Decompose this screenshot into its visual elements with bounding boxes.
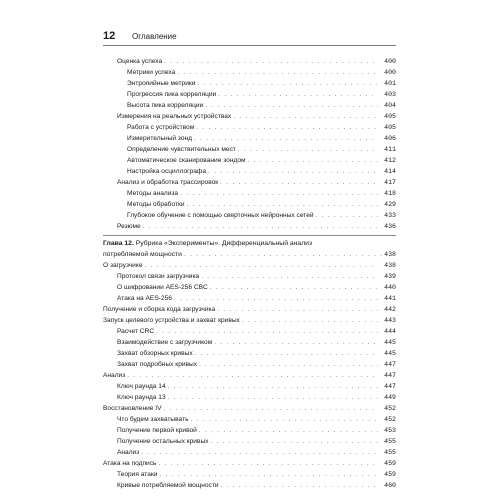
toc-entry-page: 439 xyxy=(384,273,396,280)
toc-entry xyxy=(103,260,396,271)
toc-entry-page: 418 xyxy=(384,190,396,197)
toc-entry-page: 405 xyxy=(384,113,396,120)
toc-entry-page: 411 xyxy=(384,146,396,153)
toc-entry-label: Измерительный зонд xyxy=(127,135,192,142)
toc-entry xyxy=(103,188,396,199)
toc-entry xyxy=(103,89,396,100)
toc-entry-page: 438 xyxy=(384,262,396,269)
toc-entry-label: Атака на подпись xyxy=(103,460,157,467)
toc-entry-page: 460 xyxy=(384,482,396,489)
chapter-title-line1: Рубрика «Эксперименты». Дифференциальный анализ xyxy=(133,240,313,247)
toc-entry-label: Оценка успеха xyxy=(117,58,163,65)
toc-section-top xyxy=(103,56,396,232)
toc-entry-page: 436 xyxy=(384,223,396,230)
toc-entry-label: Анализ xyxy=(117,449,140,456)
toc-entry-page: 452 xyxy=(384,405,396,412)
toc-entry-label: Измерения на реальных устройствах xyxy=(117,113,232,120)
toc-entry-page: 414 xyxy=(384,168,396,175)
toc-entry-page: 433 xyxy=(384,212,396,219)
toc-entry-label: Методы обработки xyxy=(127,201,185,208)
toc-entry-label: Автоматическое сканирование зондом xyxy=(127,157,246,164)
toc-entry-page: 400 xyxy=(384,69,396,76)
toc-section-bottom xyxy=(103,260,396,491)
toc-entry xyxy=(103,348,396,359)
toc-entry-label: Резюме xyxy=(117,223,141,230)
toc-entry-label: Настройка осциллографа xyxy=(127,168,206,175)
toc-entry xyxy=(103,381,396,392)
toc-entry-label: Кривые потребляемой мощности xyxy=(117,482,219,489)
toc-entry-page: 459 xyxy=(384,471,396,478)
toc-entry xyxy=(103,403,396,414)
toc-entry xyxy=(103,282,396,293)
toc-entry-page: 455 xyxy=(384,438,396,445)
toc-entry xyxy=(103,315,396,326)
toc-entry-page: 412 xyxy=(384,157,396,164)
chapter-title-line2-row xyxy=(103,249,396,260)
toc-entry xyxy=(103,414,396,425)
toc-entry-label: Анализ xyxy=(103,372,126,379)
toc-entry-page: 453 xyxy=(384,427,396,434)
toc-entry-label: Атака на AES-256 xyxy=(117,295,172,302)
table-of-contents xyxy=(103,56,396,491)
toc-entry xyxy=(103,78,396,89)
toc-entry xyxy=(103,122,396,133)
toc-entry xyxy=(103,271,396,282)
toc-entry-label: Получение первой кривой xyxy=(117,427,197,434)
toc-entry-label: Ключ раунда 13 xyxy=(117,394,166,401)
toc-entry xyxy=(103,469,396,480)
toc-entry-label: Прогрессия пика корреляции xyxy=(127,91,217,98)
toc-entry-label: Работа с устройством xyxy=(127,124,195,131)
page-number: 12 xyxy=(103,30,116,42)
toc-entry-label: Получение остальных кривых xyxy=(117,438,209,445)
chapter-heading xyxy=(103,239,396,249)
toc-entry-page: 440 xyxy=(384,284,396,291)
toc-entry-label: Высота пика корреляции xyxy=(127,102,204,109)
toc-entry xyxy=(103,392,396,403)
toc-entry xyxy=(103,155,396,166)
toc-entry xyxy=(103,177,396,188)
toc-entry-page: 455 xyxy=(384,449,396,456)
toc-entry xyxy=(103,166,396,177)
toc-entry xyxy=(103,436,396,447)
toc-entry-page: 443 xyxy=(384,317,396,324)
toc-entry-page: 444 xyxy=(384,328,396,335)
toc-entry xyxy=(103,458,396,469)
toc-entry-page: 447 xyxy=(384,372,396,379)
toc-entry xyxy=(103,144,396,155)
toc-entry xyxy=(103,370,396,381)
toc-entry-label: Теория атаки xyxy=(117,471,158,478)
chapter-page: 438 xyxy=(384,251,396,258)
toc-entry-page: 447 xyxy=(384,383,396,390)
toc-entry-page: 406 xyxy=(384,135,396,142)
toc-entry-page: 459 xyxy=(384,460,396,467)
toc-entry-label: Запуск целевого устройства и захват кривых xyxy=(103,317,240,324)
toc-entry xyxy=(103,111,396,122)
chapter-number: Глава 12. xyxy=(103,240,134,247)
toc-entry-label: Захват обзорных кривых xyxy=(117,350,193,357)
toc-entry xyxy=(103,133,396,144)
toc-entry-page: 405 xyxy=(384,124,396,131)
toc-entry xyxy=(103,480,396,491)
toc-entry xyxy=(103,210,396,221)
toc-entry-label: Метрики успеха xyxy=(127,69,176,76)
toc-entry-page: 417 xyxy=(384,179,396,186)
dot-leader xyxy=(221,481,378,492)
toc-entry-page: 449 xyxy=(384,394,396,401)
toc-entry xyxy=(103,199,396,210)
toc-entry-page: 442 xyxy=(384,306,396,313)
toc-entry-label: Расчет CRC xyxy=(117,328,155,335)
toc-entry-page: 445 xyxy=(384,350,396,357)
toc-entry-label: Восстановление IV xyxy=(103,405,162,412)
toc-entry-page: 441 xyxy=(384,295,396,302)
toc-entry xyxy=(103,221,396,232)
page-header xyxy=(103,29,396,46)
toc-entry xyxy=(103,100,396,111)
toc-entry-page: 400 xyxy=(384,58,396,65)
toc-entry-label: О загрузчике xyxy=(103,262,143,269)
toc-entry-page: 445 xyxy=(384,339,396,346)
toc-entry xyxy=(103,293,396,304)
toc-entry-label: Взаимодействие с загрузчиком xyxy=(117,339,213,346)
toc-entry xyxy=(103,56,396,67)
toc-entry xyxy=(103,326,396,337)
toc-entry xyxy=(103,337,396,348)
dot-leader xyxy=(143,222,378,233)
toc-entry-label: Получение и сборка кода загрузчика xyxy=(103,306,216,313)
toc-entry-label: Энтропийные метрики xyxy=(127,80,196,87)
toc-entry-label: Определение чувствительных мест xyxy=(127,146,236,153)
toc-entry-page: 447 xyxy=(384,361,396,368)
toc-entry-page: 429 xyxy=(384,201,396,208)
toc-entry-page: 452 xyxy=(384,416,396,423)
toc-entry xyxy=(103,425,396,436)
toc-entry-label: Ключ раунда 14 xyxy=(117,383,166,390)
section-divider xyxy=(103,235,396,236)
toc-entry xyxy=(103,67,396,78)
toc-entry-label: Глубокое обучение с помощью сверточных нейронных сетей xyxy=(127,212,314,219)
toc-entry xyxy=(103,447,396,458)
toc-entry xyxy=(103,359,396,370)
toc-entry-label: Методы анализа xyxy=(127,190,179,197)
toc-entry-label: Захват подробных кривых xyxy=(117,361,198,368)
chapter-title-line2: потребляемой мощности xyxy=(103,251,182,258)
toc-entry-page: 403 xyxy=(384,91,396,98)
toc-entry-page: 401 xyxy=(384,80,396,87)
toc-entry-label: Что будем захватывать xyxy=(117,416,189,423)
toc-entry xyxy=(103,304,396,315)
running-title: Оглавление xyxy=(132,32,177,41)
toc-entry-page: 404 xyxy=(384,102,396,109)
toc-entry-label: Протокол связи загрузчика xyxy=(117,273,200,280)
toc-entry-label: Анализ и обработка трассировок xyxy=(117,179,219,186)
toc-entry-label: О шифровании AES-256 CBC xyxy=(117,284,208,291)
